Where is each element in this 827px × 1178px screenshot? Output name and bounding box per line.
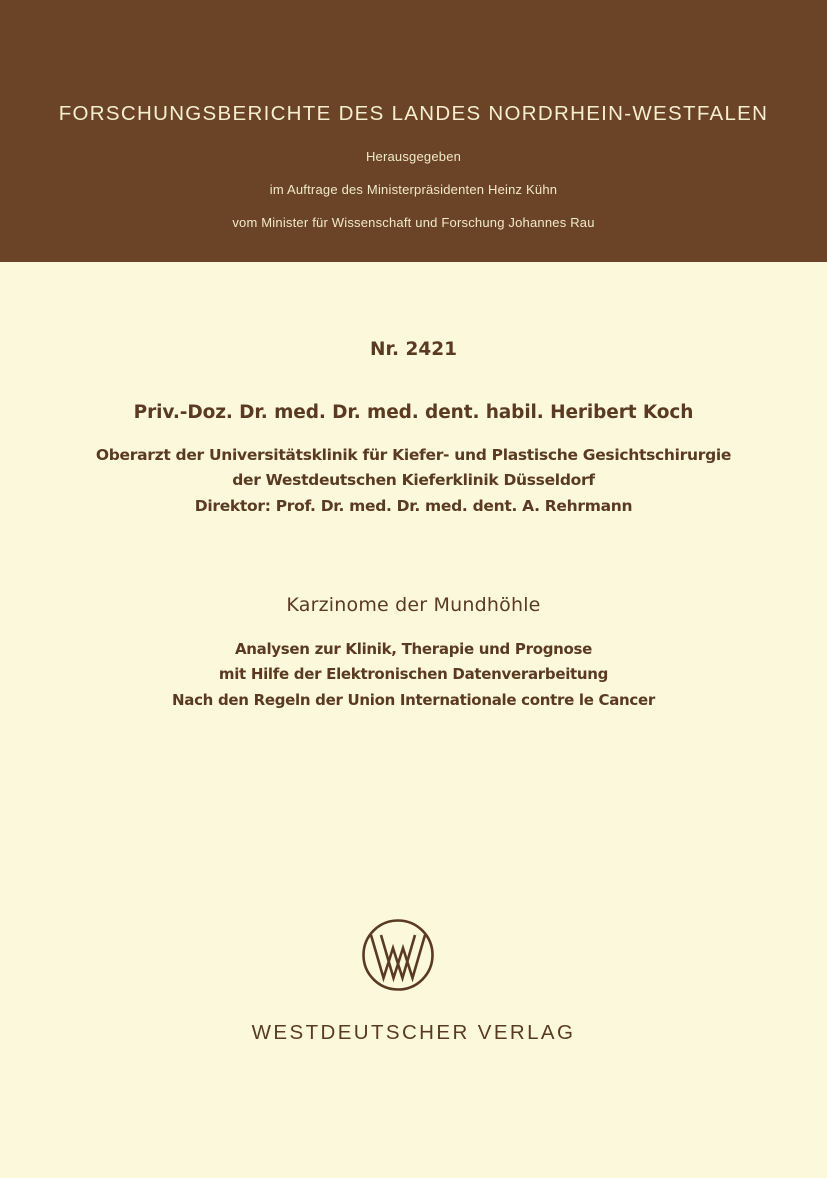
series-title: FORSCHUNGSBERICHTE DES LANDES NORDRHEIN-WESTFALEN bbox=[58, 102, 769, 125]
westdeutscher-verlag-ww-logo-icon bbox=[361, 918, 435, 992]
affiliation-line: der Westdeutschen Kieferklinik Düsseldorf bbox=[232, 471, 595, 489]
author-name: Priv.-Doz. Dr. med. Dr. med. dent. habil. Heribert Koch bbox=[133, 402, 694, 423]
publisher-name: WESTDEUTSCHER VERLAG bbox=[251, 1021, 576, 1044]
affiliation-line: Oberarzt der Universitätsklinik für Kiefer- und Plastische Gesichtschirurgie bbox=[95, 446, 732, 464]
report-number: Nr. 2421 bbox=[370, 339, 457, 360]
subtitle-line: Nach den Regeln der Union Internationale contre le Cancer bbox=[172, 691, 655, 709]
header-editor-line: Herausgegeben bbox=[365, 149, 462, 164]
header-commission-line: im Auftrage des Ministerpräsidenten Heinz Kühn bbox=[269, 182, 558, 197]
subtitle-line: mit Hilfe der Elektronischen Datenverarbeitung bbox=[218, 665, 609, 683]
affiliation-line: Direktor: Prof. Dr. med. Dr. med. dent. A. Rehrmann bbox=[194, 497, 633, 515]
subtitle-line: Analysen zur Klinik, Therapie und Prognose bbox=[234, 640, 593, 658]
header-minister-line: vom Minister für Wissenschaft und Forschung Johannes Rau bbox=[232, 215, 595, 230]
header-band bbox=[0, 0, 827, 262]
book-title: Karzinome der Mundhöhle bbox=[286, 594, 541, 616]
